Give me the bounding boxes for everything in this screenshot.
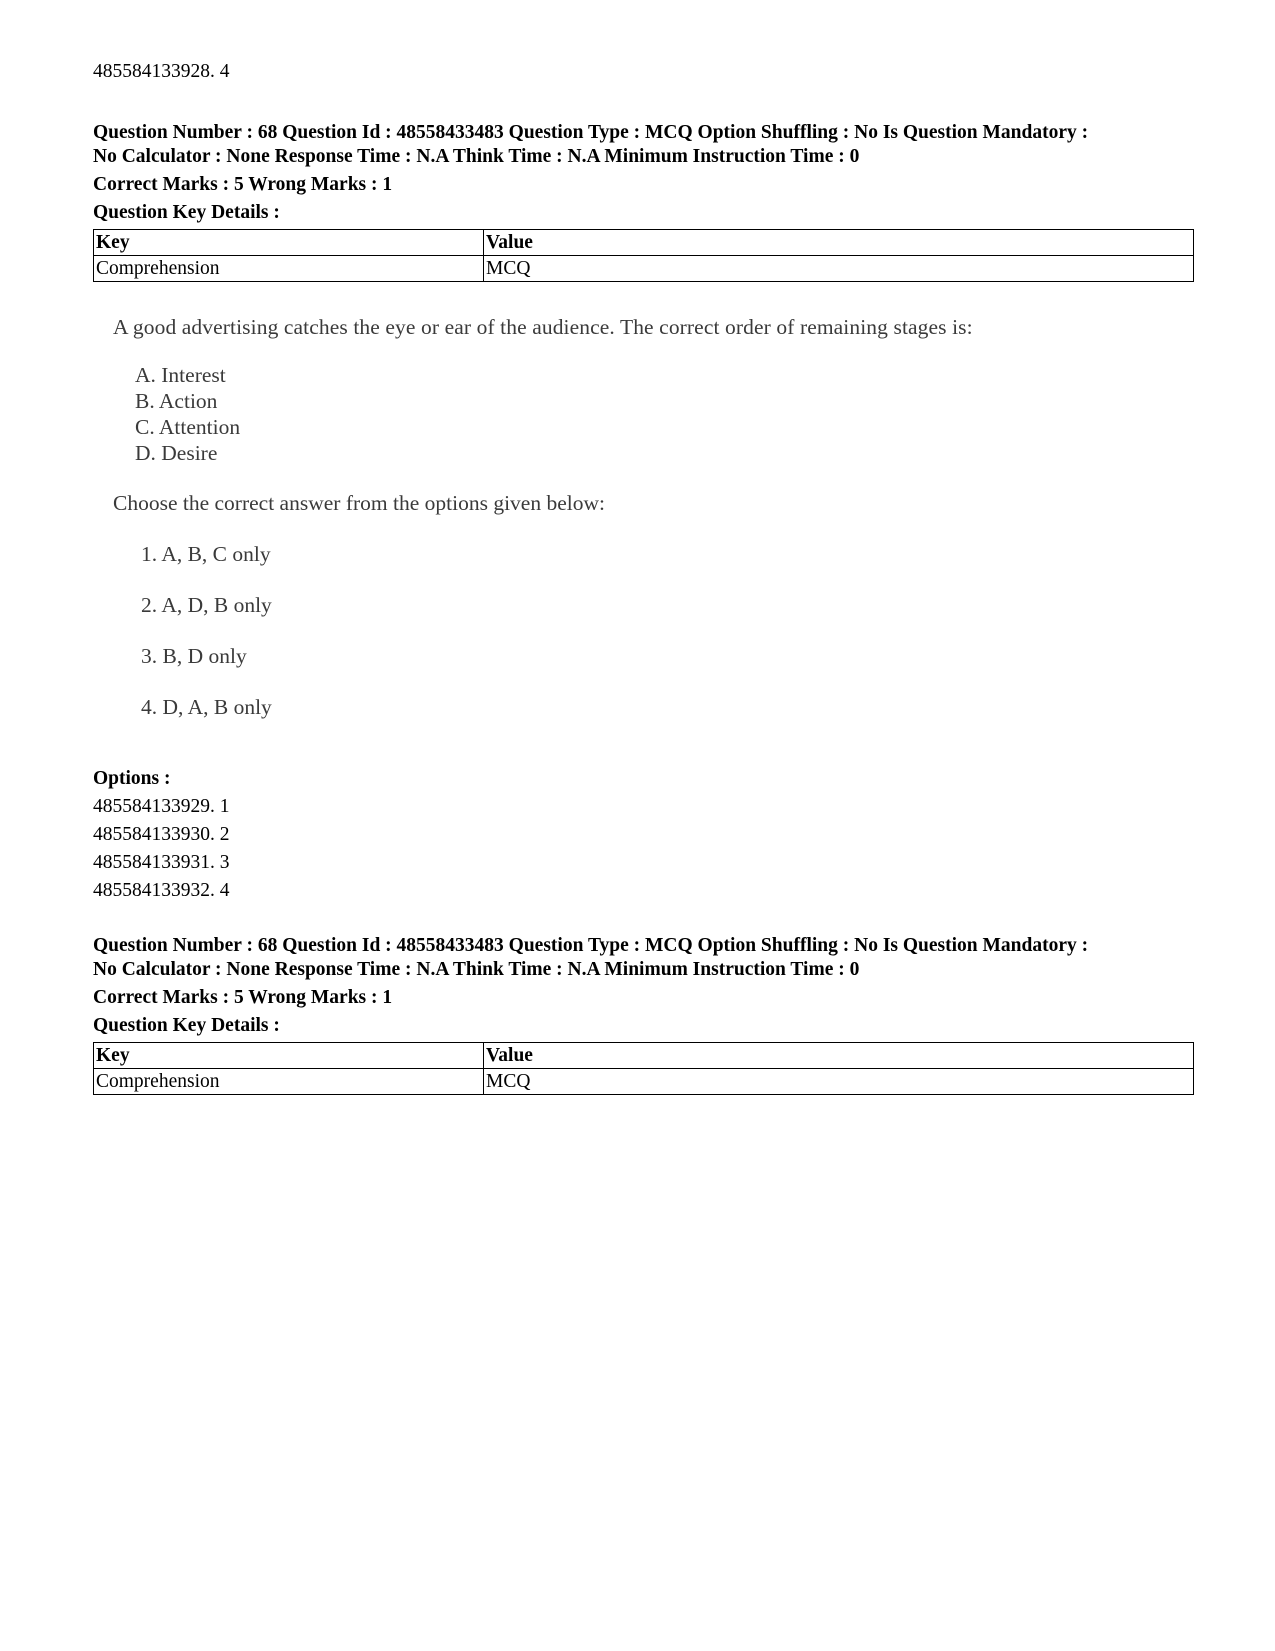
- question-stem: A good advertising catches the eye or ear of the audience. The correct order of remaining stages is:: [113, 315, 973, 339]
- question-header-line-1: Question Number : 68 Question Id : 48558433483 Question Type : MCQ Option Shuffling : No Is Question Mandatory :: [93, 935, 1089, 956]
- question-key-table: [93, 1042, 1194, 1095]
- key-details-label: Question Key Details :: [93, 202, 280, 223]
- options-block: [93, 765, 230, 905]
- options-label: Options :: [93, 768, 171, 789]
- stage-item: C. Attention: [135, 415, 241, 439]
- table-header-row: [94, 230, 1194, 256]
- stage-item: B. Action: [135, 389, 218, 413]
- table-header-value: Value: [484, 1043, 1194, 1069]
- answer-choice: 1. A, B, C only: [141, 542, 271, 566]
- question-header-line-2: No Calculator : None Response Time : N.A Think Time : N.A Minimum Instruction Time : 0: [93, 959, 860, 980]
- option-item: 485584133930. 2: [93, 824, 230, 845]
- table-header-row: [94, 1043, 1194, 1069]
- option-item: 485584133932. 4: [93, 880, 230, 901]
- table-cell-value: MCQ: [484, 256, 1194, 282]
- previous-option-line: 485584133928. 4: [93, 61, 230, 82]
- table-cell-key: Comprehension: [94, 1069, 484, 1095]
- key-details-label: Question Key Details :: [93, 1015, 280, 1036]
- stage-item: D. Desire: [135, 441, 218, 465]
- marks-line: Correct Marks : 5 Wrong Marks : 1: [93, 174, 393, 195]
- question-key-table: [93, 229, 1194, 282]
- table-header-key: Key: [94, 230, 484, 256]
- table-cell-key: Comprehension: [94, 256, 484, 282]
- table-row: [94, 256, 1194, 282]
- table-row: [94, 1069, 1194, 1095]
- table-header-key: Key: [94, 1043, 484, 1069]
- marks-line: Correct Marks : 5 Wrong Marks : 1: [93, 987, 393, 1008]
- question-block-2: [93, 934, 1193, 1095]
- option-item: 485584133929. 1: [93, 796, 230, 817]
- question-image: [93, 300, 1093, 750]
- answer-choice: 4. D, A, B only: [141, 695, 272, 719]
- table-cell-value: MCQ: [484, 1069, 1194, 1095]
- question-block-1: [93, 121, 1193, 282]
- option-item: 485584133931. 3: [93, 852, 230, 873]
- answer-choice: 2. A, D, B only: [141, 593, 272, 617]
- question-header-line-1: Question Number : 68 Question Id : 48558433483 Question Type : MCQ Option Shuffling : No Is Question Mandatory :: [93, 122, 1089, 143]
- stage-item: A. Interest: [135, 363, 226, 387]
- choose-instruction: Choose the correct answer from the options given below:: [113, 491, 605, 515]
- answer-choice: 3. B, D only: [141, 644, 247, 668]
- question-header-line-2: No Calculator : None Response Time : N.A Think Time : N.A Minimum Instruction Time : 0: [93, 146, 860, 167]
- table-header-value: Value: [484, 230, 1194, 256]
